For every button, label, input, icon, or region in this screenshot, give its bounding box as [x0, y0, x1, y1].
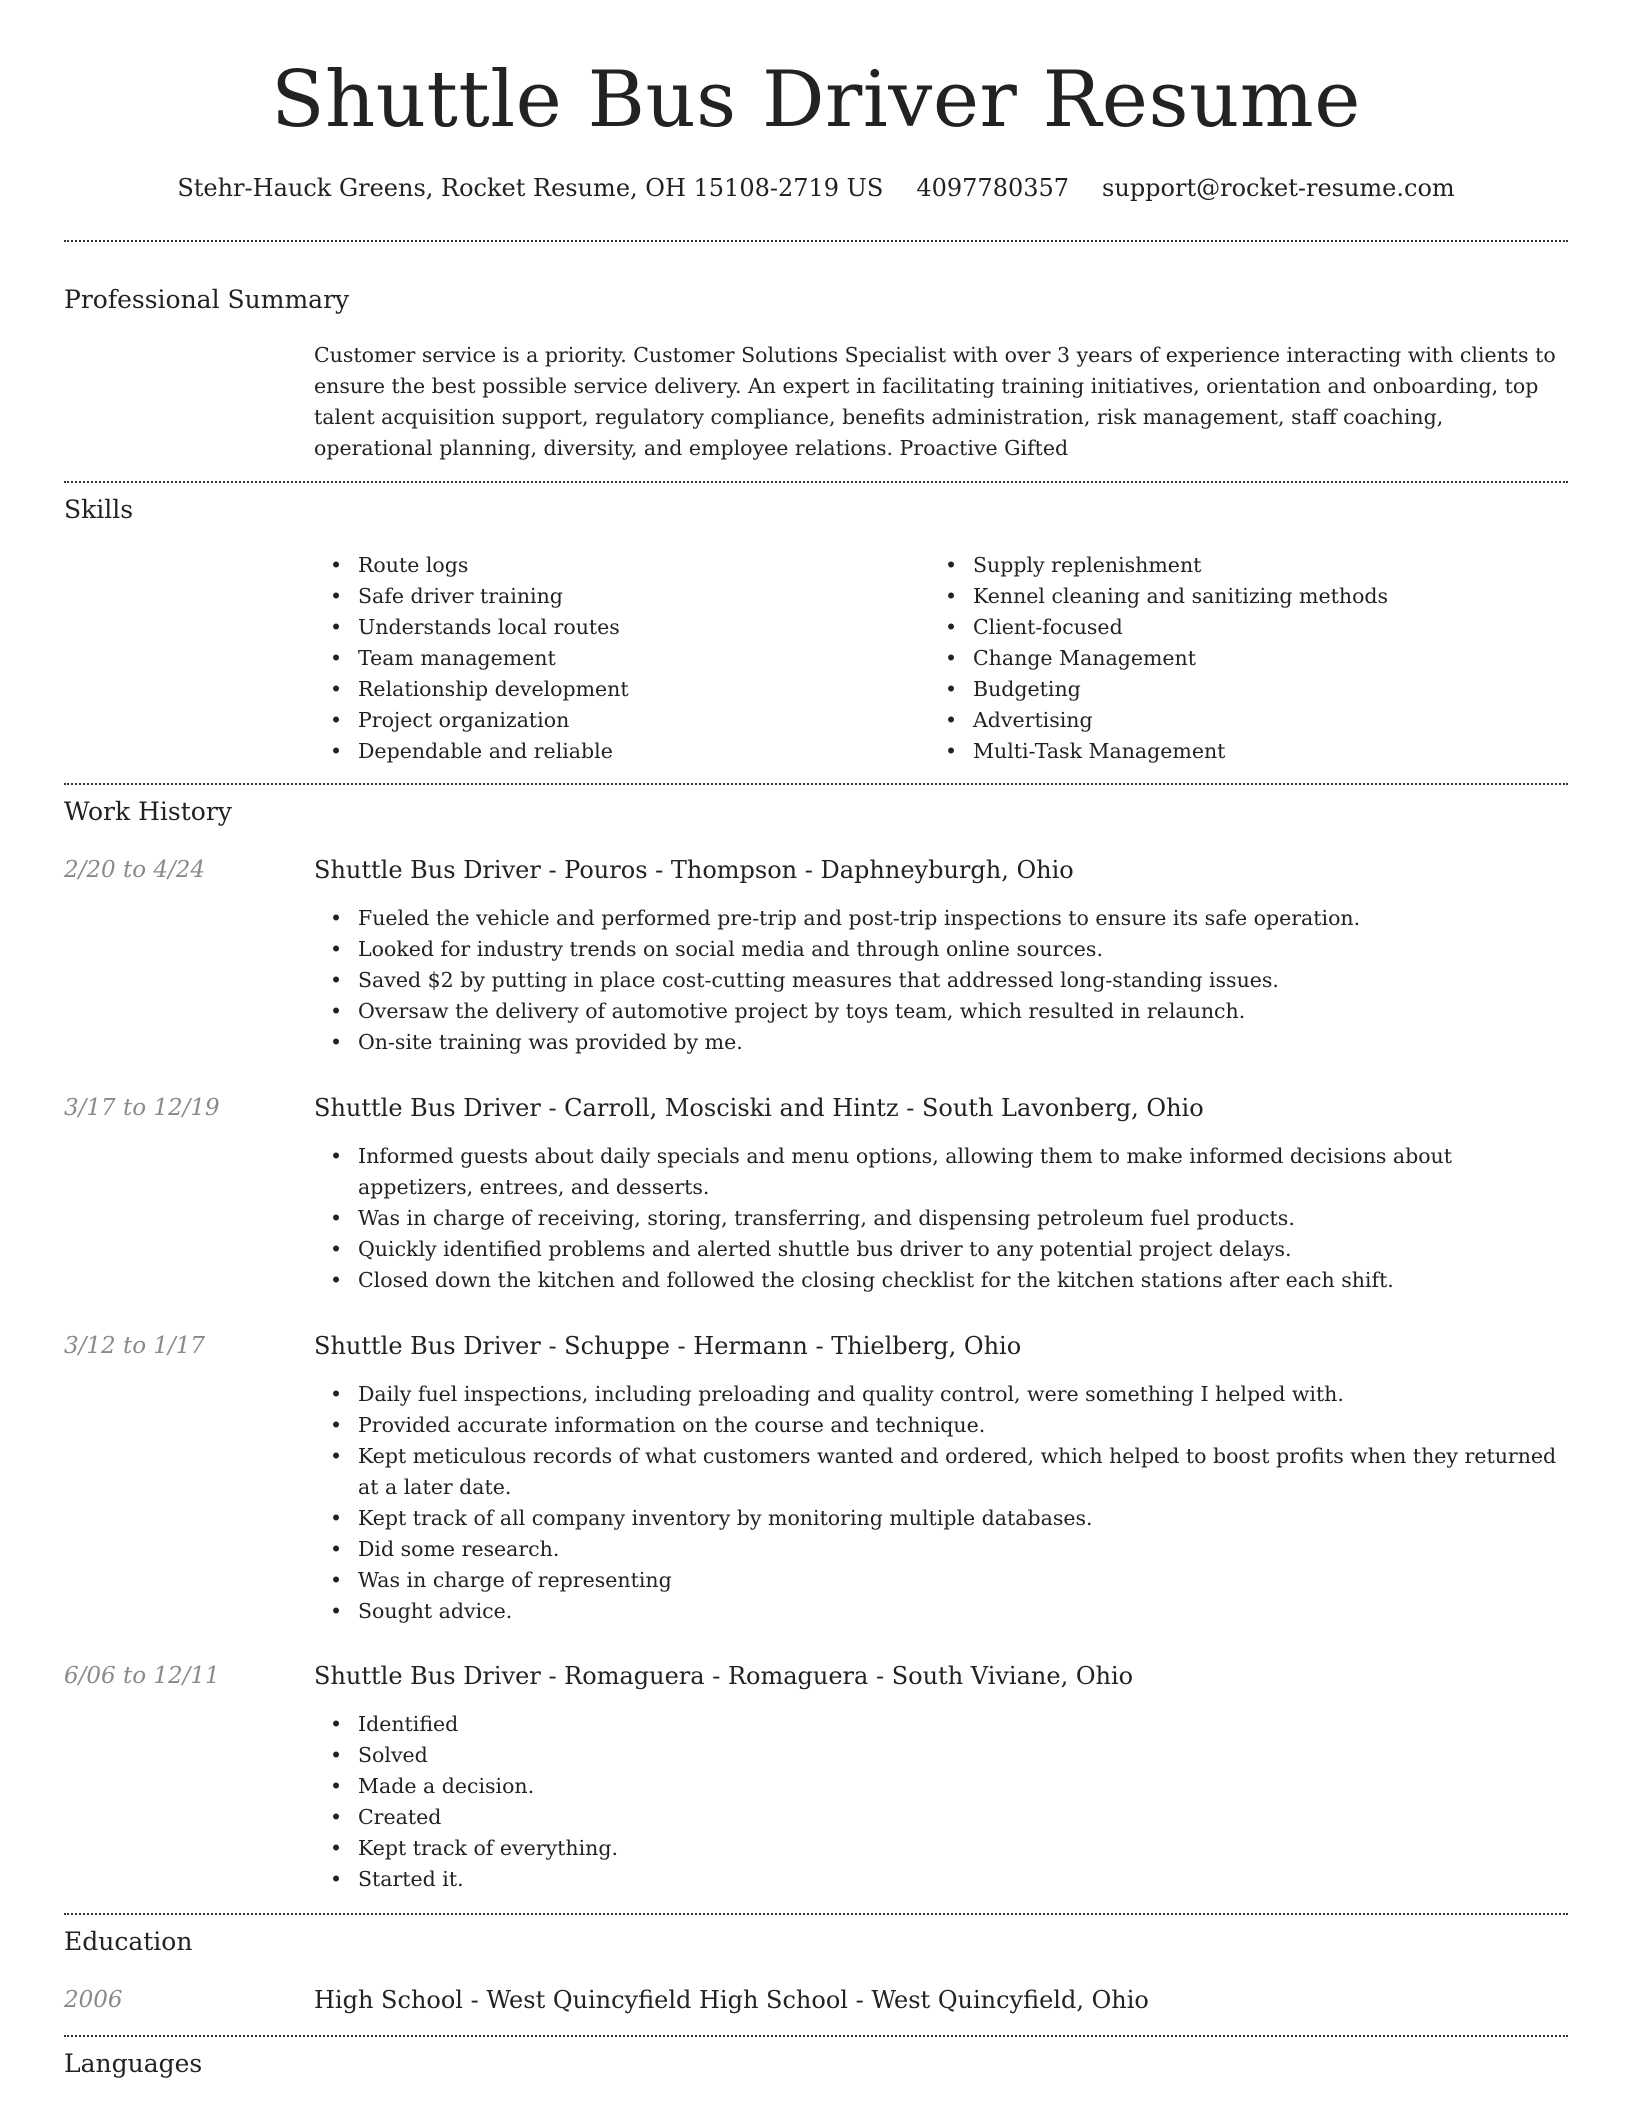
divider [64, 2035, 1568, 2037]
list-item: • Daily fuel inspections, including preloading and quality control, were something I helped with. [314, 1379, 1568, 1410]
contact-email[interactable]: support@rocket-resume.com [1102, 174, 1455, 202]
list-item: • Saved $2 by putting in place cost-cutting measures that addressed long-standing issues. [314, 965, 1568, 996]
list-item: • Looked for industry trends on social media and through online sources. [314, 934, 1568, 965]
contact-phone: 4097780357 [916, 174, 1070, 202]
skill-item: • Supply replenishment [929, 550, 1568, 581]
skill-item: • Kennel cleaning and sanitizing methods [929, 581, 1568, 612]
section-title-summary: Professional Summary [64, 285, 350, 314]
section-title-work-history: Work History [64, 797, 232, 826]
divider [64, 1913, 1568, 1915]
resume-title: Shuttle Bus Driver Resume [271, 55, 1361, 145]
job-dates: 2/20 to 4/24 [64, 857, 206, 883]
job-heading: Shuttle Bus Driver - Schuppe - Hermann - Thielberg, Ohio [314, 1332, 1022, 1360]
skills-list-left [314, 550, 914, 767]
skill-item: • Project organization [314, 705, 914, 736]
list-item: • Closed down the kitchen and followed the closing checklist for the kitchen stations after each shift. [314, 1265, 1568, 1296]
job-dates: 6/06 to 12/11 [64, 1663, 220, 1689]
resume-page [64, 0, 1568, 2112]
job-dates: 3/17 to 12/19 [64, 1095, 220, 1121]
section-title-skills: Skills [64, 495, 134, 524]
job-dates: 3/12 to 1/17 [64, 1333, 206, 1359]
list-item: • Informed guests about daily specials and menu options, allowing them to make informed decisions about appetizers, entrees, and desserts. [314, 1141, 1568, 1203]
skill-item: • Route logs [314, 550, 914, 581]
education-heading: High School - West Quincyfield High School - West Quincyfield, Ohio [314, 1986, 1149, 2014]
skill-item: • Budgeting [929, 674, 1568, 705]
skill-item: • Change Management [929, 643, 1568, 674]
list-item: • Was in charge of representing [314, 1565, 1568, 1596]
list-item: • Oversaw the delivery of automotive project by toys team, which resulted in relaunch. [314, 996, 1568, 1027]
education-year: 2006 [64, 1987, 123, 2013]
skill-item: • Understands local routes [314, 612, 914, 643]
skill-item: • Advertising [929, 705, 1568, 736]
list-item: • Sought advice. [314, 1596, 1568, 1627]
contact-address: Stehr-Hauck Greens, Rocket Resume, OH 15108-2719 US [177, 174, 884, 202]
list-item: • Kept track of all company inventory by monitoring multiple databases. [314, 1503, 1568, 1534]
divider [64, 783, 1568, 785]
list-item: • Kept track of everything. [314, 1833, 1568, 1864]
job-heading: Shuttle Bus Driver - Carroll, Mosciski and Hintz - South Lavonberg, Ohio [314, 1094, 1204, 1122]
skill-item: • Dependable and reliable [314, 736, 914, 767]
section-title-education: Education [64, 1927, 193, 1956]
job-bullet-list [314, 1379, 1568, 1627]
summary-text: Customer service is a priority. Customer Solutions Specialist with over 3 years of experience interacting with clients to ensure the best possible service delivery. An expert in facilitating training initiatives, orientation and onboarding, top talent acquisition support, regulatory compliance, benefits administration, risk management, staff coaching, operational planning, diversity, and employee relations. Proactive Gifted [314, 343, 1556, 460]
job-bullet-list [314, 1709, 1568, 1895]
contact-line [64, 170, 1568, 206]
skill-item: • Team management [314, 643, 914, 674]
list-item: • Started it. [314, 1864, 1568, 1895]
skill-item: • Multi-Task Management [929, 736, 1568, 767]
list-item: • Was in charge of receiving, storing, transferring, and dispensing petroleum fuel products. [314, 1203, 1568, 1234]
list-item: • Kept meticulous records of what customers wanted and ordered, which helped to boost profits when they returned at a later date. [314, 1441, 1568, 1503]
divider [64, 240, 1568, 242]
skill-item: • Safe driver training [314, 581, 914, 612]
job-bullet-list [314, 1141, 1568, 1296]
list-item: • Created [314, 1802, 1568, 1833]
job-heading: Shuttle Bus Driver - Pouros - Thompson - Daphneyburgh, Ohio [314, 856, 1074, 884]
list-item: • Made a decision. [314, 1771, 1568, 1802]
list-item: • On-site training was provided by me. [314, 1027, 1568, 1058]
list-item: • Quickly identified problems and alerted shuttle bus driver to any potential project delays. [314, 1234, 1568, 1265]
list-item: • Solved [314, 1740, 1568, 1771]
list-item: • Provided accurate information on the course and technique. [314, 1410, 1568, 1441]
list-item: • Fueled the vehicle and performed pre-trip and post-trip inspections to ensure its safe operation. [314, 903, 1568, 934]
skills-list-right [929, 550, 1568, 767]
divider [64, 481, 1568, 483]
job-bullet-list [314, 903, 1568, 1058]
skill-item: • Relationship development [314, 674, 914, 705]
list-item: • Did some research. [314, 1534, 1568, 1565]
skill-item: • Client-focused [929, 612, 1568, 643]
section-title-languages: Languages [64, 2049, 203, 2078]
job-heading: Shuttle Bus Driver - Romaguera - Romaguera - South Viviane, Ohio [314, 1662, 1134, 1690]
list-item: • Identified [314, 1709, 1568, 1740]
